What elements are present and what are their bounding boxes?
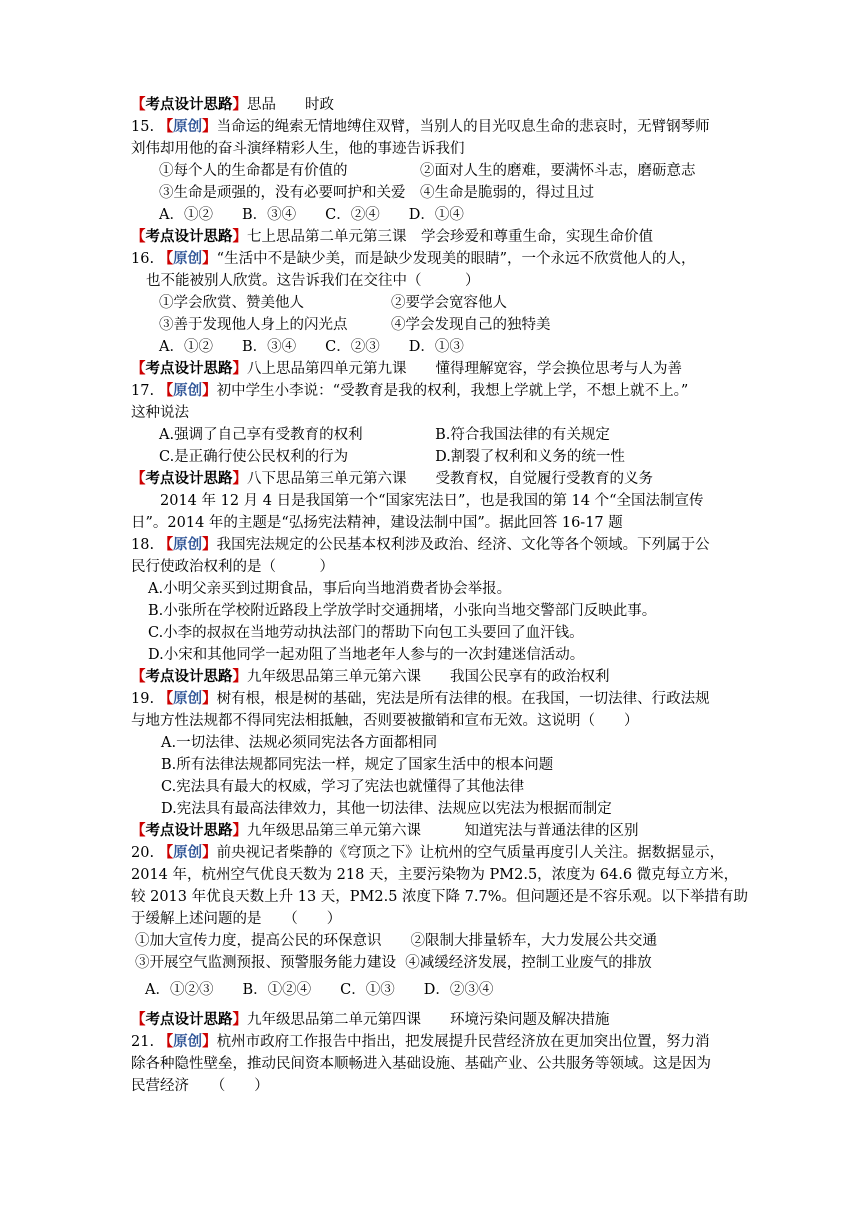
design-note-line: 【考点设计思路】七上思品第二单元第三课 学会珍爱和尊重生命，实现生命价值 xyxy=(131,228,653,245)
line-text: 杭州市政府工作报告中指出，把发展提升民营经济放在更加突出位置，努力消 xyxy=(216,1034,710,1050)
line-text: 思品 时政 xyxy=(247,97,334,113)
text-line xyxy=(161,776,524,798)
original-tag: 原创 xyxy=(173,1033,203,1050)
text-line xyxy=(159,204,464,226)
line-text: 当命运的绳索无情地缚住双臂，当别人的目光叹息生命的悲哀时，无臂钢琴师 xyxy=(216,119,710,135)
text-line xyxy=(159,160,696,182)
line-text: ③生命是顽强的，没有必要呵护和关爱 ④生命是脆弱的，得过且过 xyxy=(159,185,594,201)
line-text: 与地方性法规都不得同宪法相抵触，否则要被撤销和宣布无效。这说明（ ） xyxy=(131,713,639,729)
original-tag: 原创 xyxy=(173,250,203,267)
original-tag: 原创 xyxy=(173,382,203,399)
text-line xyxy=(148,644,584,666)
line-text: 也不能被别人欣赏。这告诉我们在交往中（ ） xyxy=(146,273,480,289)
text-line xyxy=(131,512,623,534)
text-line xyxy=(131,1075,269,1097)
text-line xyxy=(148,600,656,622)
question-number: 18. xyxy=(131,537,159,553)
line-text: 树有根，根是树的基础，宪法是所有法律的根。在我国，一切法律、行政法规 xyxy=(216,691,710,707)
line-text: 2014 年，杭州空气优良天数为 218 天，主要污染物为 PM2.5，浓度为 64.6 微克每立方米， xyxy=(131,867,739,883)
design-note-tag: 考点设计思路 xyxy=(145,96,233,113)
original-tag: 原创 xyxy=(173,844,203,861)
line-text: 前央视记者柴静的《穹顶之下》让杭州的空气质量再度引人关注。据数据显示， xyxy=(216,845,725,861)
line-text: ①学会欣赏、赞美他人 ②要学会宽容他人 xyxy=(159,295,507,311)
line-text: 刘伟却用他的奋斗演绎精彩人生，他的事迹告诉我们 xyxy=(131,141,465,157)
line-text: D.宪法具有最高法律效力，其他一切法律、法规应以宪法为根据而制定 xyxy=(161,801,612,817)
text-line xyxy=(145,979,493,1001)
line-text: 日”。2014 年的主题是“弘扬宪法精神，建设法制中国”。据此回答 16-17 题 xyxy=(131,515,623,531)
line-text: 七上思品第二单元第三课 学会珍爱和尊重生命，实现生命价值 xyxy=(247,229,653,245)
design-note-line: 【考点设计思路】八上思品第四单元第九课 懂得理解宽容，学会换位思考与人为善 xyxy=(131,360,682,377)
line-text: ③善于发现他人身上的闪光点 ④学会发现自己的独特美 xyxy=(159,317,551,333)
line-text: ①加大宣传力度，提高公民的环保意识 ②限制大排量轿车，大力发展公共交通 xyxy=(135,933,657,949)
text-line xyxy=(148,622,584,644)
line-text: B.所有法律法规都同宪法一样，规定了国家生活中的根本问题 xyxy=(161,757,554,773)
line-text: 八上思品第四单元第九课 懂得理解宽容，学会换位思考与人为善 xyxy=(247,361,682,377)
text-line xyxy=(159,314,551,336)
text-line xyxy=(131,556,334,578)
line-text: C.小李的叔叔在当地劳动执法部门的帮助下向包工头要回了血汗钱。 xyxy=(148,625,584,641)
text-line xyxy=(131,402,189,424)
line-text: 八下思品第三单元第六课 受教育权，自觉履行受教育的义务 xyxy=(247,471,653,487)
line-text: 这种说法 xyxy=(131,405,189,421)
line-text: C.宪法具有最大的权威，学习了宪法也就懂得了其他法律 xyxy=(161,779,525,795)
text-line xyxy=(135,930,657,952)
text-line xyxy=(148,578,511,600)
line-text: 九年级思品第三单元第六课 知道宪法与普通法律的区别 xyxy=(247,823,639,839)
text-line xyxy=(161,754,553,776)
question-number: 16. xyxy=(131,251,159,267)
design-note-line: 【考点设计思路】九年级思品第二单元第四课 环境污染问题及解决措施 xyxy=(131,1011,610,1028)
original-tag: 原创 xyxy=(173,118,203,135)
question-number: 17. xyxy=(131,383,159,399)
line-text: A.强调了自己享有受教育的权利 B.符合我国法律的有关规定 xyxy=(159,427,610,443)
text-line xyxy=(146,270,480,292)
text-line xyxy=(160,490,704,512)
question-number: 20. xyxy=(131,845,159,861)
design-note-tag: 考点设计思路 xyxy=(145,668,233,685)
design-note-tag: 考点设计思路 xyxy=(145,360,233,377)
question-line: 15. 【原创】当命运的绳索无情地缚住双臂，当别人的目光叹息生命的悲哀时，无臂钢琴师 xyxy=(131,118,710,135)
text-line xyxy=(131,1053,711,1075)
line-text: 2014 年 12 月 4 日是我国第一个“国家宪法日”，也是我国的第 14 个“全国法制宣传 xyxy=(160,493,704,509)
design-note-line: 【考点设计思路】八下思品第三单元第六课 受教育权，自觉履行受教育的义务 xyxy=(131,470,653,487)
design-note-tag: 考点设计思路 xyxy=(145,470,233,487)
question-line: 18. 【原创】我国宪法规定的公民基本权利涉及政治、经济、文化等各个领域。下列属于公 xyxy=(131,536,710,553)
line-text: ③开展空气监测预报、预警服务能力建设 ④减缓经济发展，控制工业废气的排放 xyxy=(135,955,652,971)
text-line xyxy=(159,292,507,314)
original-tag: 原创 xyxy=(173,690,203,707)
line-text: 我国宪法规定的公民基本权利涉及政治、经济、文化等各个领域。下列属于公 xyxy=(216,537,710,553)
question-number: 21. xyxy=(131,1034,159,1050)
question-line: 19. 【原创】树有根，根是树的基础，宪法是所有法律的根。在我国，一切法律、行政法规 xyxy=(131,690,710,707)
line-text: 于缓解上述问题的是 （ ） xyxy=(131,911,342,927)
line-text: “生活中不是缺少美，而是缺少发现美的眼睛”，一个永远不欣赏他人的人， xyxy=(216,251,696,267)
line-text: D.小宋和其他同学一起劝阻了当地老年人参与的一次封建迷信活动。 xyxy=(148,647,585,663)
line-text: 九年级思品第二单元第四课 环境污染问题及解决措施 xyxy=(247,1012,610,1028)
design-note-line: 【考点设计思路】九年级思品第三单元第六课 我国公民享有的政治权利 xyxy=(131,668,610,685)
design-note-tag: 考点设计思路 xyxy=(145,822,233,839)
design-note-line: 【考点设计思路】九年级思品第三单元第六课 知道宪法与普通法律的区别 xyxy=(131,822,639,839)
text-line xyxy=(131,138,465,160)
design-note-tag: 考点设计思路 xyxy=(145,228,233,245)
text-line xyxy=(131,908,341,930)
question-number: 19. xyxy=(131,691,159,707)
line-text: 九年级思品第三单元第六课 我国公民享有的政治权利 xyxy=(247,669,610,685)
text-line xyxy=(159,446,625,468)
question-line: 17. 【原创】初中学生小李说：“受教育是我的权利，我想上学就上学，不想上就不上。” xyxy=(131,382,689,399)
line-text: 民营经济 （ ） xyxy=(131,1078,269,1094)
text-line xyxy=(131,864,738,886)
line-text: A.一切法律、法规必须同宪法各方面都相同 xyxy=(161,735,438,751)
text-line xyxy=(135,952,652,974)
line-text: B.小张所在学校附近路段上学放学时交通拥堵，小张向当地交警部门反映此事。 xyxy=(148,603,657,619)
line-text: C.是正确行使公民权利的行为 D.割裂了权利和义务的统一性 xyxy=(159,449,625,465)
text-line xyxy=(159,424,610,446)
text-line xyxy=(159,182,594,204)
line-text: A.小明父亲买到过期食品，事后向当地消费者协会举报。 xyxy=(148,581,512,597)
line-text: 除各种隐性壁垒，推动民间资本顺畅进入基础设施、基础产业、公共服务等领域。这是因为 xyxy=(131,1056,711,1072)
text-line xyxy=(161,732,437,754)
line-text: 初中学生小李说：“受教育是我的权利，我想上学就上学，不想上就不上。” xyxy=(216,383,689,399)
text-line xyxy=(161,798,612,820)
question-number: 15. xyxy=(131,119,159,135)
line-text: 民行使政治权利的是（ ） xyxy=(131,559,334,575)
question-line: 16. 【原创】“生活中不是缺少美，而是缺少发现美的眼睛”，一个永远不欣赏他人的人， xyxy=(131,250,696,267)
line-text: 较 2013 年优良天数上升 13 天，PM2.5 浓度下降 7.7%。但问题还是不容乐观。以下举措有助 xyxy=(131,889,749,905)
line-text: A．①②③ B．①②④ C．①③ D．②③④ xyxy=(145,982,494,998)
line-text: ①每个人的生命都是有价值的 ②面对人生的磨难，要满怀斗志，磨砺意志 xyxy=(159,163,696,179)
design-note-line: 【考点设计思路】思品 时政 xyxy=(131,96,334,113)
text-line xyxy=(159,336,464,358)
line-text: A．①② B．③④ C．②③ D．①③ xyxy=(159,339,464,355)
design-note-tag: 考点设计思路 xyxy=(145,1011,233,1028)
question-line: 20. 【原创】前央视记者柴静的《穹顶之下》让杭州的空气质量再度引人关注。据数据显示， xyxy=(131,844,725,861)
original-tag: 原创 xyxy=(173,536,203,553)
text-line xyxy=(131,886,748,908)
text-line xyxy=(131,710,639,732)
question-line: 21. 【原创】杭州市政府工作报告中指出，把发展提升民营经济放在更加突出位置，努力消 xyxy=(131,1033,710,1050)
line-text: A．①② B．③④ C．②④ D．①④ xyxy=(159,207,464,223)
